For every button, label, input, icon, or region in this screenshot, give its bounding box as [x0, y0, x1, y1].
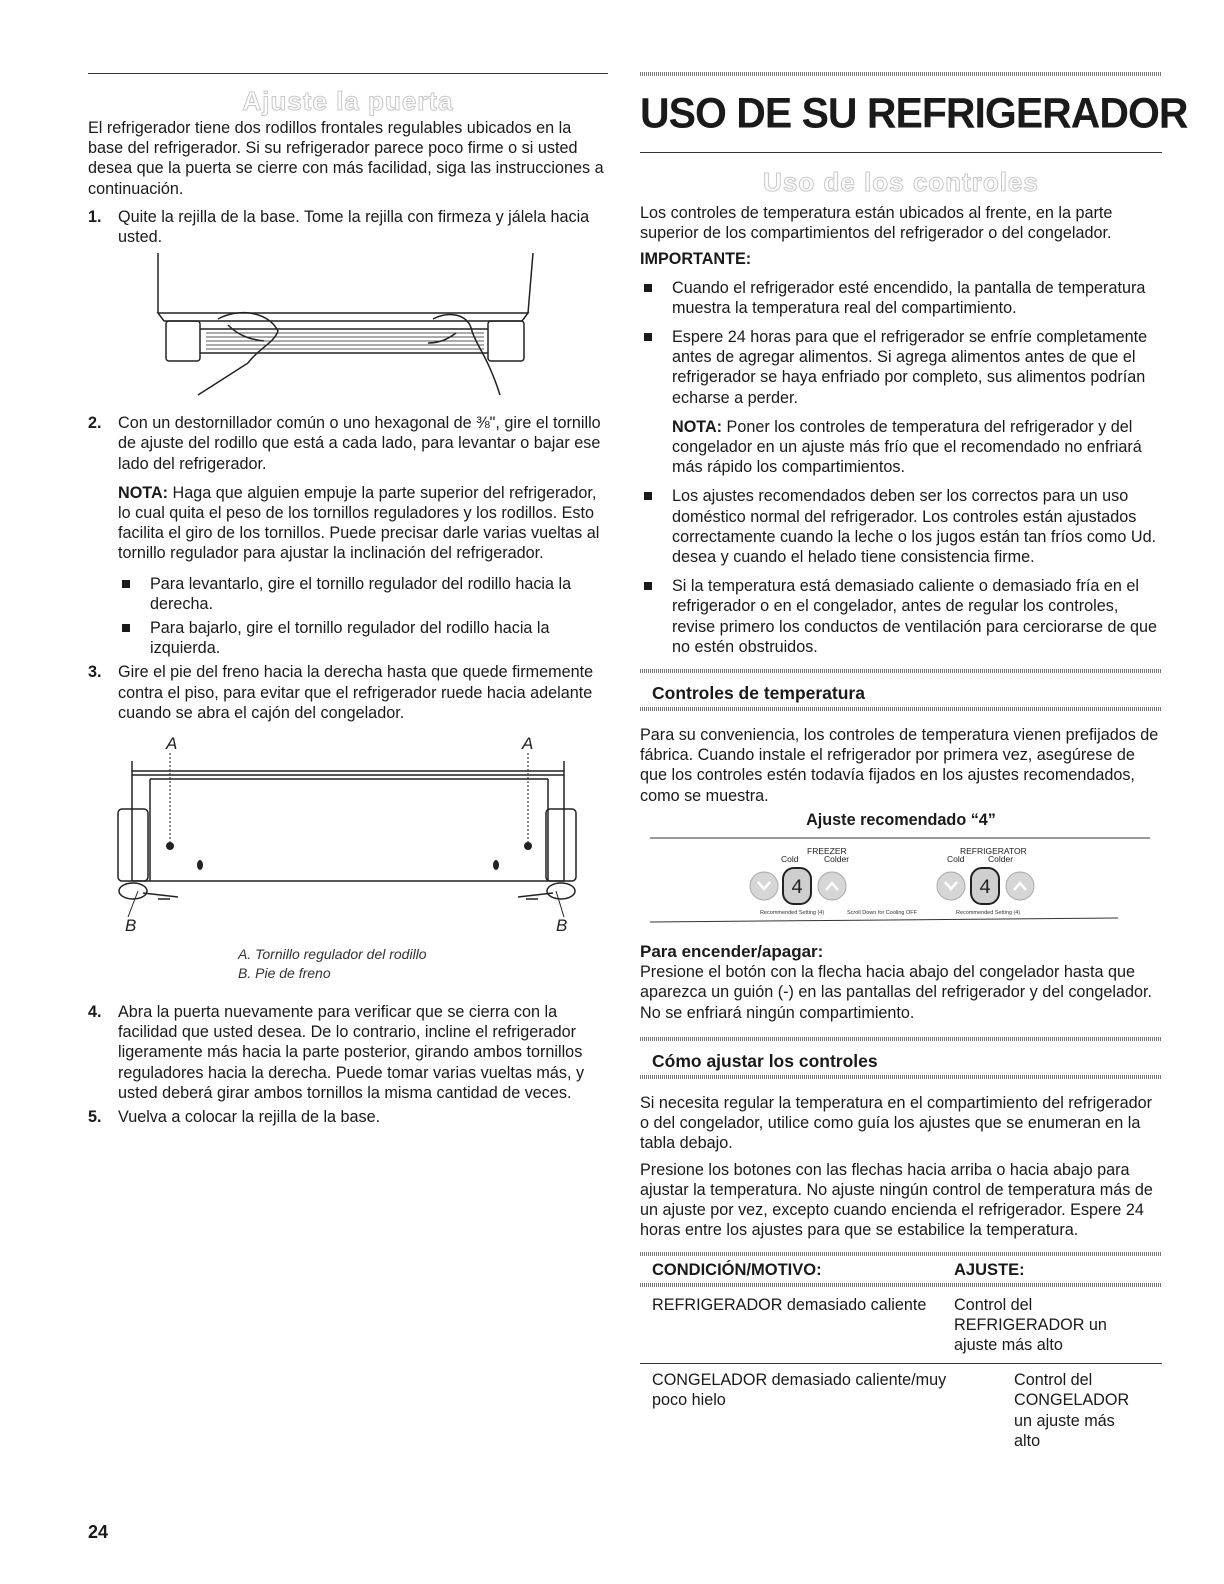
bullet-item: Si la temperatura está demasiado caliente o demasiado fría en el refrigerador o en el congelador, antes de regular los controles, revise primero los conductos de ventilación para cerciorarse de que no estén obstruidos. [640, 576, 1162, 657]
refrigerator-colder-label: Colder [988, 854, 1014, 865]
top-rule [88, 73, 608, 74]
temperature-controls-heading: Controles de temperatura [652, 683, 865, 704]
important-bullets [640, 278, 1162, 657]
recommended-setting-label: Ajuste recomendado “4” [806, 810, 996, 829]
intro-paragraph: Los controles de temperatura están ubicados al frente, en la parte superior de los compartimientos del refrigerador o del congelador. [640, 204, 1113, 243]
refrigerator-digit: 4 [978, 877, 992, 901]
step-2 [88, 413, 608, 474]
sub-bullet-item: Para bajarlo, gire el tornillo regulador del rodillo hacia la izquierda. [118, 618, 608, 658]
caption-a: A. Tornillo regulador del rodillo [238, 946, 427, 963]
hatch-rule [640, 669, 1162, 673]
hatch-rule [640, 1037, 1162, 1041]
step-number: 2. [88, 414, 102, 433]
freezer-cold-label: Cold [781, 854, 799, 865]
step-text: Gire el pie del freno hacia la derecha hasta que quede firmemente contra el piso, para evitar que el refrigerador ruede hacia adelante cuando se abra el cajón del congelador. [118, 663, 594, 722]
nota-label: NOTA: [118, 483, 169, 502]
bullet-item: Los ajustes recomendados deben ser los correctos para un uso doméstico normal del refrigerador. Los controles están ajustados correctamente cuando la leche o los jugos están tan fríos como Ud. desea y cuando el helado tiene consistencia firme. [640, 486, 1162, 567]
freezer-up-button[interactable] [818, 872, 846, 900]
intro-paragraph: El refrigerador tiene dos rodillos frontales regulables ubicados en la base del refrigerador. Si su refrigerador parece poco firme o si usted desea que la puerta se cierre con más facilidad, siga las instrucciones a continuación. [88, 119, 604, 198]
title-rule [640, 152, 1162, 153]
sub-bullet-list [88, 574, 608, 659]
table-top-rule [640, 1252, 1162, 1256]
hatch-rule [640, 1075, 1162, 1079]
table-row [640, 1295, 1162, 1356]
header-setting: AJUSTE: [954, 1261, 1025, 1280]
recommended-setting-note-2: Recommended Setting (4) [956, 910, 1021, 917]
freezer-controls [750, 868, 846, 904]
label-a-left: A [166, 734, 178, 754]
label-a-right: A [522, 734, 534, 754]
nota-label: NOTA: [672, 417, 723, 436]
bullet-item: Cuando el refrigerador esté encendido, la pantalla de temperatura muestra la temperatura real del compartimiento. [640, 278, 1162, 318]
freezer-colder-label: Colder [824, 854, 850, 865]
scroll-down-note: Scroll Down for Cooling OFF [847, 910, 917, 917]
step-number: 3. [88, 663, 102, 682]
step-number: 4. [88, 1003, 102, 1022]
table-cell: CONGELADOR demasiado caliente/muy poco hielo [652, 1371, 947, 1410]
table-row-rule [640, 1363, 1162, 1364]
step-text: Vuelva a colocar la rejilla de la base. [118, 1108, 381, 1127]
hatch-rule [640, 707, 1162, 711]
temperature-controls-text: Para su conveniencia, los controles de temperatura vienen prefijados de fábrica. Cuando instale el refrigerador por primera vez, asegúrese de que los controles estén todavía fijados en los ajustes recomendados, como se muestra. [640, 726, 1159, 805]
sub-bullet-item: Para levantarlo, gire el tornillo regulador del rodillo hacia la derecha. [118, 574, 608, 614]
refrigerator-controls [937, 868, 1034, 904]
adjust-controls-text-2: Presione los botones con las flechas hacia arriba o hacia abajo para ajustar la temperatura. No ajuste ningún control de temperatura más de un ajuste por vez, excepto cuando encienda el refrigerador. Espere 24 horas entre los ajustes para que se estabilice la temperatura. [640, 1160, 1153, 1240]
header-condition: CONDICIÓN/MOTIVO: [652, 1261, 822, 1280]
bullet-item: Espere 24 horas para que el refrigerador se enfríe completamente antes de agregar alimentos. Si agrega alimentos antes de que el refrigerador se haya enfriado por completo, sus alimentos podrían echarse a perder. [640, 327, 1162, 408]
refrigerator-cold-label: Cold [947, 854, 965, 865]
adjust-controls-text-1: Si necesita regular la temperatura en el compartimiento del refrigerador o del congelador, utilice como guía los ajustes que se enumeran en la tabla debajo. [640, 1093, 1152, 1153]
on-off-heading: Para encender/apagar: [640, 942, 824, 962]
main-title: USO DE SU REFRIGERADOR [640, 89, 1188, 137]
step-4 [88, 1002, 608, 1103]
caption-b: B. Pie de freno [238, 965, 331, 982]
roller-adjust-figure [88, 731, 608, 941]
nota-paragraph [88, 483, 608, 564]
left-column [88, 60, 608, 1127]
step-number: 1. [88, 207, 102, 226]
table-cell: Control del REFRIGERADOR un ajuste más alto [954, 1295, 1107, 1354]
important-label: IMPORTANTE: [640, 250, 752, 269]
step-5 [88, 1107, 608, 1127]
freezer-down-button[interactable] [750, 872, 778, 900]
table-cell: Control del CONGELADOR un ajuste más alto [1014, 1371, 1130, 1450]
nota-text: Poner los controles de temperatura del refrigerador y del congelador en un ajuste más frío que el recomendado no enfriará más rápido los compartimientos. [672, 417, 1142, 477]
refrigerator-down-button[interactable] [937, 872, 965, 900]
section-title: Uso de los controles [763, 167, 1039, 197]
adjust-controls-heading: Cómo ajustar los controles [652, 1050, 878, 1071]
step-text: Quite la rejilla de la base. Tome la rejilla con firmeza y jálela hacia usted. [118, 207, 590, 247]
control-panel-figure [640, 836, 1162, 928]
step-number: 5. [88, 1108, 102, 1127]
table-cell: REFRIGERADOR demasiado caliente [652, 1295, 927, 1314]
step-text: Abra la puerta nuevamente para verificar que se cierra con la facilidad que usted desea. De lo contrario, incline el refrigerador ligeramente más hacia la parte posterior, girando ambos tornillos reguladores hacia la derecha. Puede tomar varias vueltas más, y usted deberá girar ambos tornillos la misma cantidad de veces. [118, 1003, 585, 1102]
on-off-text: Presione el botón con la flecha hacia abajo del congelador hasta que aparezca un guión (-) en las pantallas del refrigerador y del congelador. No se enfriará ningún compartimiento. [640, 963, 1153, 1022]
label-b-right: B [556, 916, 568, 936]
step-1 [88, 207, 608, 247]
top-hatch-rule [640, 72, 1162, 76]
refrigerator-label: REFRIGERATOR [960, 846, 1027, 857]
table-header [640, 1260, 1162, 1280]
step-3 [88, 662, 608, 723]
figure-captions [88, 945, 608, 983]
page-number: 24 [88, 1522, 109, 1542]
table-header-rule [640, 1283, 1162, 1287]
nota-text: Haga que alguien empuje la parte superior del refrigerador, lo cual quita el peso de los tornillos reguladores y los rodillos. Esto facilita el giro de los tornillos. Puede precisar darle varias vueltas al tornillo regulador para ajustar la inclinación del refrigerador. [118, 483, 600, 563]
refrigerator-up-button[interactable] [1006, 872, 1034, 900]
recommended-setting-note-1: Recommended Setting (4) [760, 910, 825, 917]
label-b-left: B [125, 916, 137, 936]
table-row [640, 1370, 1162, 1451]
freezer-label: FREEZER [807, 846, 847, 857]
freezer-digit: 4 [790, 877, 804, 901]
step-text: Con un destornillador común o uno hexagonal de ⅜", gire el tornillo de ajuste del rodillo que está a cada lado, para levantar o bajar ese lado del refrigerador. [118, 414, 601, 473]
section-title: Ajuste la puerta [242, 86, 454, 116]
grille-removal-figure [88, 253, 608, 403]
right-column [640, 60, 1188, 1451]
nota-paragraph [640, 417, 1162, 478]
